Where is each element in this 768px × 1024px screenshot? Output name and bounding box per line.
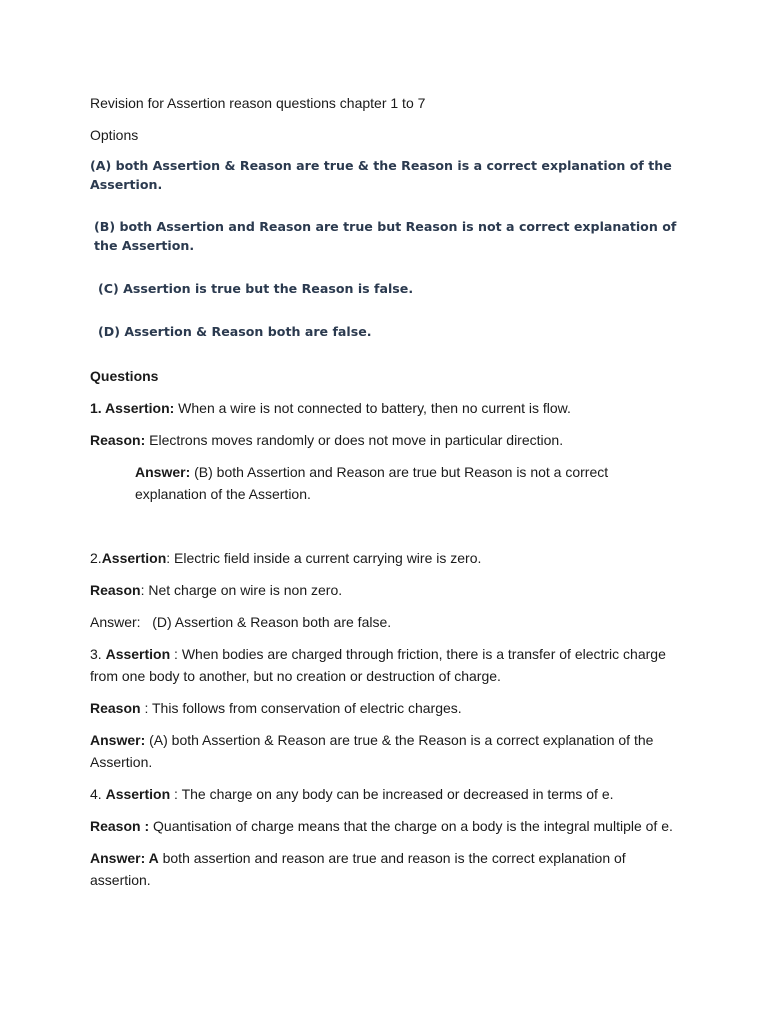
q3-assertion-label: Assertion — [105, 646, 171, 662]
q2-reason-text: : Net charge on wire is non zero. — [140, 582, 343, 598]
q3-assertion-prefix: 3. — [90, 646, 106, 662]
q2-assertion-text: : Electric field inside a current carrying wire is zero. — [166, 550, 482, 566]
q4-answer — [90, 847, 682, 891]
q3-assertion-text: : When bodies are charged through friction, there is a transfer of electric charge from one body to another, but no creation or destruction of charge. — [90, 646, 666, 684]
q3-reason-label: Reason — [90, 700, 141, 716]
q2-assertion-prefix: 2. — [90, 550, 102, 566]
q3-reason-text: : This follows from conservation of electric charges. — [140, 700, 462, 716]
q3-reason — [90, 697, 682, 719]
q2-reason-label: Reason — [90, 582, 141, 598]
q1-reason — [90, 429, 682, 451]
document-title: Revision for Assertion reason questions chapter 1 to 7 — [90, 95, 426, 111]
q1-assertion-prefix: 1. — [90, 400, 106, 416]
questions-heading: Questions — [90, 368, 159, 384]
q4-reason-text: Quantisation of charge means that the charge on a body is the integral multiple of e. — [149, 818, 673, 834]
q4-assertion-prefix: 4. — [90, 786, 106, 802]
option-b: (B) both Assertion and Reason are true but Reason is not a correct explanation of the Assertion. — [94, 219, 677, 253]
q4-answer-label: Answer: A — [90, 850, 159, 866]
q3-answer-label: Answer: — [90, 732, 146, 748]
q4-answer-text: both assertion and reason are true and reason is the correct explanation of assertion. — [90, 850, 626, 888]
q4-assertion — [90, 783, 682, 805]
q1-answer-text: (B) both Assertion and Reason are true but Reason is not a correct explanation of the Assertion. — [135, 464, 609, 502]
option-a: (A) both Assertion & Reason are true & the Reason is a correct explanation of the Assertion. — [90, 158, 672, 192]
q1-answer-label: Answer: — [135, 464, 191, 480]
q3-answer-text: (A) both Assertion & Reason are true & the Reason is a correct explanation of the Assertion. — [90, 732, 654, 770]
option-c: (C) Assertion is true but the Reason is false. — [98, 281, 414, 296]
q1-reason-label: Reason: — [90, 432, 146, 448]
document-page — [90, 92, 682, 901]
q4-assertion-label: Assertion — [105, 786, 171, 802]
q4-reason-label: Reason : — [90, 818, 150, 834]
q1-reason-text: Electrons moves randomly or does not move in particular direction. — [145, 432, 564, 448]
q1-assertion — [90, 397, 682, 419]
option-d: (D) Assertion & Reason both are false. — [98, 324, 372, 339]
q2-reason — [90, 579, 682, 601]
q1-answer — [90, 461, 682, 505]
q2-answer-label: Answer: — [90, 614, 141, 630]
q4-reason — [90, 815, 682, 837]
q3-assertion — [90, 643, 682, 687]
q1-assertion-label: Assertion: — [105, 400, 175, 416]
q1-assertion-text: When a wire is not connected to battery, then no current is flow. — [174, 400, 571, 416]
q3-answer — [90, 729, 682, 773]
q2-assertion-label: Assertion — [101, 550, 167, 566]
q2-answer — [90, 611, 682, 633]
q2-assertion — [90, 547, 682, 569]
options-heading: Options — [90, 127, 139, 143]
q2-answer-text: (D) Assertion & Reason both are false. — [140, 614, 392, 630]
q4-assertion-text: : The charge on any body can be increased or decreased in terms of e. — [170, 786, 614, 802]
